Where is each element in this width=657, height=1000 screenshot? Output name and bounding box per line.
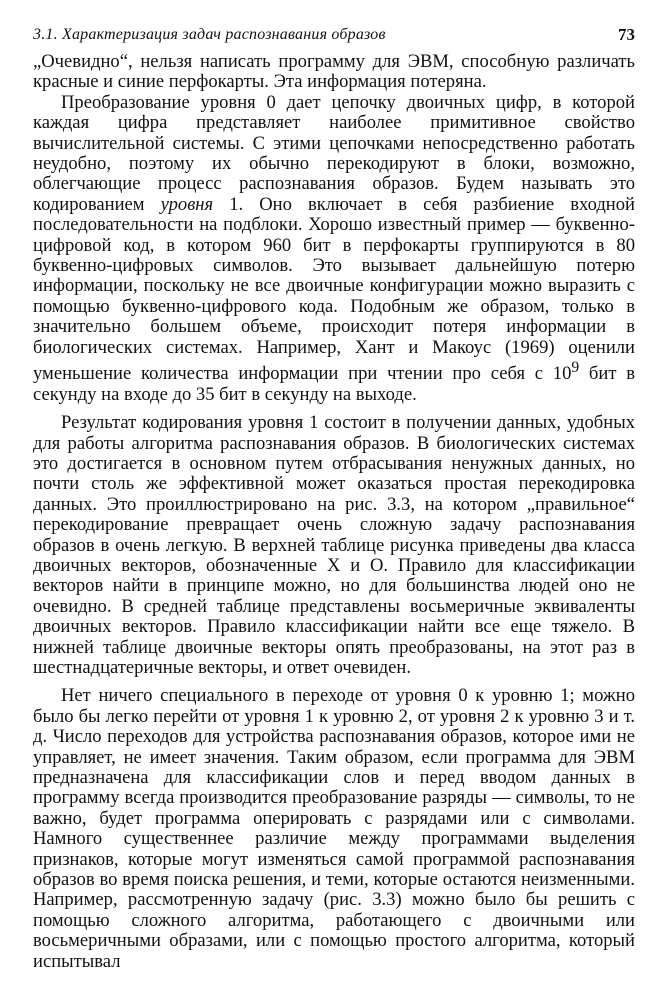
running-head: 3.1. Характеризация задач распознавания образов [33,26,386,43]
paragraph-4 [33,686,635,972]
paragraph-2-text-after: бит в секунду на входе до 35 бит в секунду на выходе. [33,363,635,405]
paragraph-2 [33,93,635,405]
paragraph-1-text: „Очевидно“, нельзя написать программу для ЭВМ, способную различать красные и синие перфокарты. Эта информация потеряна. [33,51,635,93]
paragraph-2-text-middle: 1. Оно включает в себя разбиение входной последовательности на подблоки. Хорошо известный пример — буквенно-цифровой код, в котором 960 бит в перфокарты группируются в 80 буквенно-цифровых символов. Это вызывает дальнейшую потерю информации, поскольку не все двоичные конфигурации можно выразить с помощью буквенно-цифрового кода. Подобным же образом, только в значительно большем объеме, происходит потеря информации в биологических системах. Например, Хант и Макоус (1969) оценили уменьшение количества информации при чтении про себя с 10 [33,193,635,385]
paragraph-2-emphasis: уровня [160,193,214,215]
paragraph-2-text-before: Преобразование уровня 0 дает цепочку двоичных цифр, в которой каждая цифра представляет наиболее примитивное свойство вычислительной системы. С этими цепочками непосредственно работать неудобно, поэтому их обычно перекодируют в блоки, возможно, облегчающие процесс распознавания образов. Будем называть это кодированием [33,91,635,215]
body-text [33,52,635,972]
paragraph-4-text: Нет ничего специального в переходе от уровня 0 к уровню 1; можно было бы легко перейти от уровня 1 к уровню 2, от уровня 2 к уровню 3 и т. д. Число переходов для устройства распознавания образов, которое ими не управляет, не имеет значения. Таким образом, если программа для ЭВМ предназначена для классификации слов и перед вводом данных в программу всегда производится преобразование разряды — символы, то не важно, будет программа оперировать с разрядами или с символами. Намного существеннее различие между программами выделения признаков, которые могут изменяться самой программой распознавания образов во время поиска решения, и теми, которые остаются неизменными. Например, рассмотренную задачу (рис. 3.3) можно было бы решить с помощью сложного алгоритма, работающего с двоичными или восьмеричными образами, или с помощью простого алгоритма, который испытывал [33,685,635,972]
paragraph-3-text: Результат кодирования уровня 1 состоит в получении данных, удобных для работы алгоритма распознавания образов. В биологических системах это достигается в основном путем отбрасывания ненужных данных, но почти столь же эффективной может оказаться простая перекодировка данных. Это проиллюстрировано на рис. 3.3, на котором „правильное“ перекодирование превращает очень сложную задачу распознавания образов в очень легкую. В верхней таблице рисунка приведены два класса двоичных векторов, обозначенные X и O. Правило для классификации векторов найти в принципе можно, но для большинства людей оно не очевидно. В средней таблице представлены восьмеричные эквиваленты двоичных векторов. Правило классификации найти все еще тяжело. В нижней таблице двоичные векторы опять преобразованы, на этот раз в шестнадцатеричные векторы, и ответ очевиден. [33,412,635,678]
paragraph-3 [33,413,635,678]
page-number: 73 [618,25,635,44]
paragraph-1 [33,52,635,93]
paragraph-2-superscript: 9 [571,359,580,377]
page-header [33,22,635,52]
